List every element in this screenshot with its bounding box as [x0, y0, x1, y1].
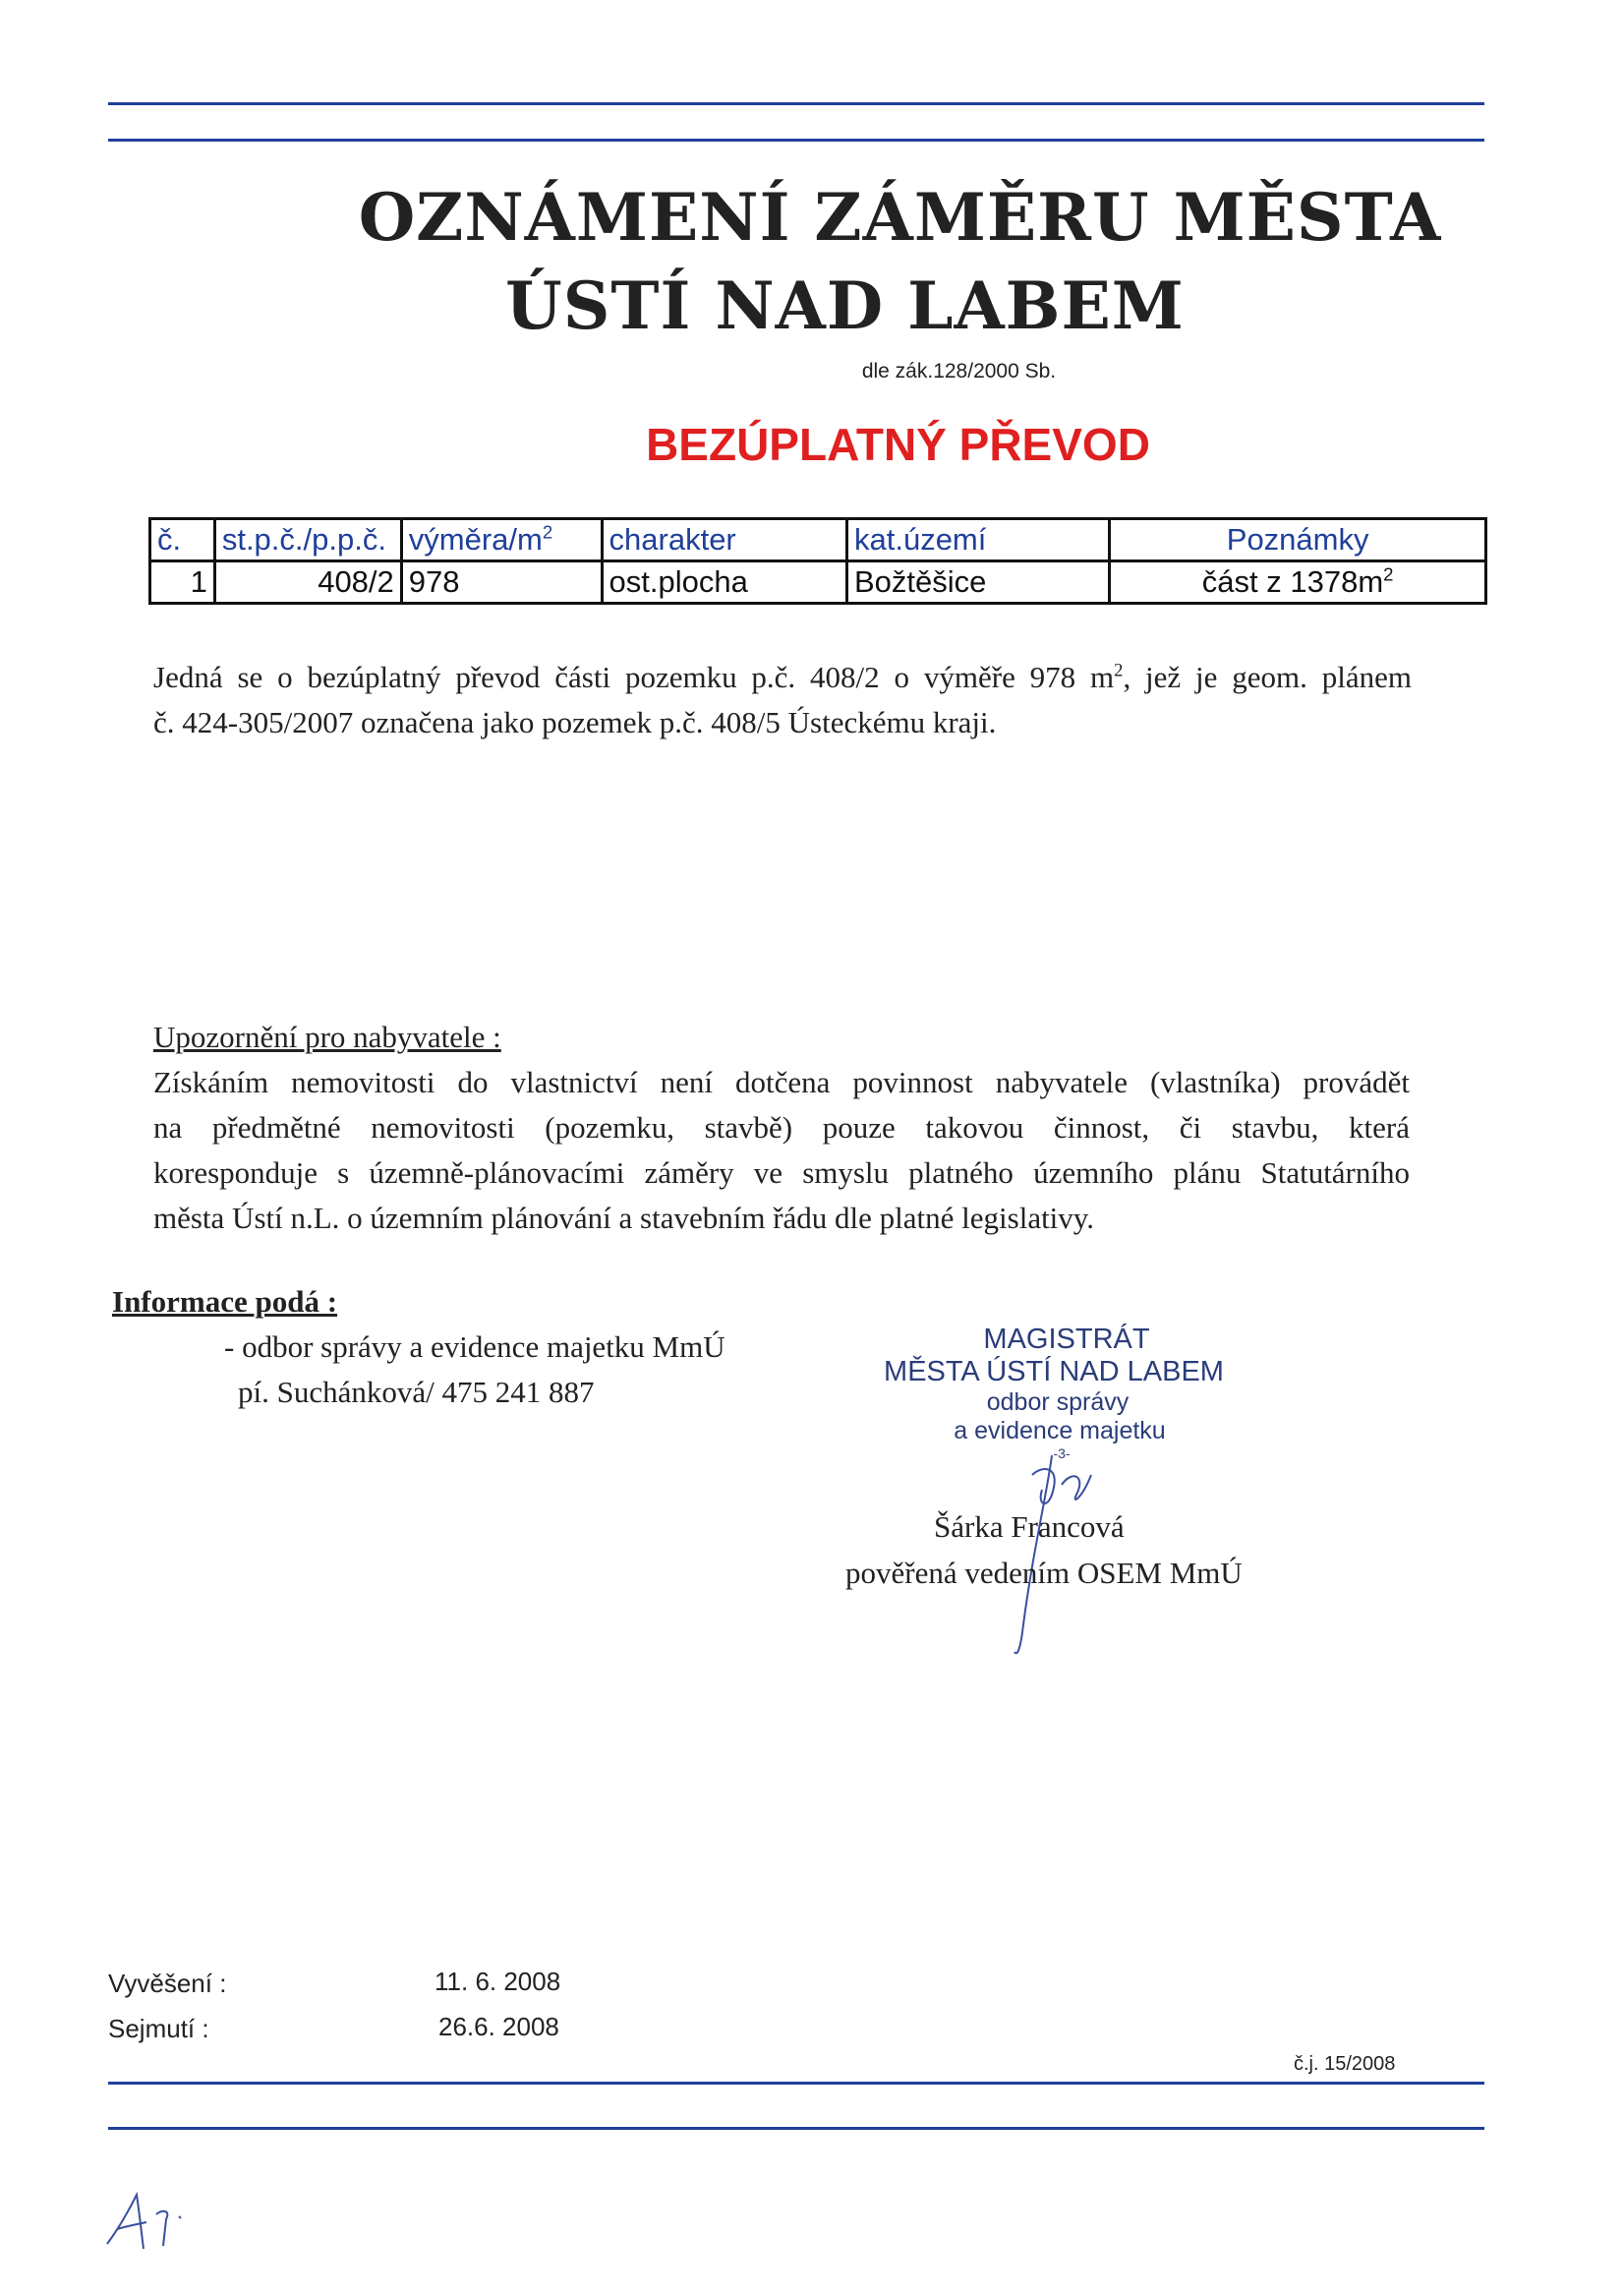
notice-line-4: města Ústí n.L. o územním plánování a stavebním řádu dle platné legislativy. — [153, 1201, 1095, 1235]
stamp-line-5: -3- — [1053, 1445, 1071, 1461]
header-notes: Poznámky — [1110, 519, 1486, 561]
notice-heading: Upozornění pro nabyvatele : — [153, 1020, 501, 1054]
posted-label: Vyvěšení : — [108, 1969, 227, 1998]
posted-value: 11. 6. 2008 — [435, 1967, 561, 1996]
cell-notes-sup: 2 — [1383, 563, 1394, 585]
notice-line-1: Získáním nemovitosti do vlastnictví není dotčena povinnost nabyvatele (vlastníka) provádět — [153, 1065, 1410, 1099]
stamp-line-4: a evidence majetku — [954, 1417, 1166, 1444]
description-line-1 — [153, 655, 1412, 700]
stamp-line-2: MĚSTA ÚSTÍ NAD LABEM — [884, 1356, 1224, 1387]
handwritten-signature — [993, 1436, 1130, 1662]
description-line-1-a: Jedná se o bezúplatný převod části pozemku p.č. 408/2 o výměře 978 m — [153, 660, 1115, 694]
bottom-rule-1 — [108, 2082, 1484, 2085]
description-line-2: č. 424-305/2007 označena jako pozemek p.č. 408/5 Ústeckému kraji. — [153, 705, 997, 739]
description — [153, 655, 1412, 745]
reference-number: č.j. 15/2008 — [1294, 2053, 1396, 2075]
cell-parcel: 408/2 — [214, 561, 401, 604]
cell-notes — [1110, 561, 1486, 604]
table-row — [150, 561, 1486, 604]
header-area-text: výměra/m — [408, 522, 543, 557]
cell-notes-text: část z 1378m — [1201, 564, 1384, 599]
stamp-line-1: MAGISTRÁT — [983, 1324, 1150, 1355]
cell-area: 978 — [401, 561, 602, 604]
info-line-1: - odbor správy a evidence majetku MmÚ — [224, 1329, 725, 1364]
parcel-table — [148, 517, 1487, 605]
signatory-role: pověřená vedením OSEM MmÚ — [845, 1556, 1243, 1590]
table-header-row — [150, 519, 1486, 561]
notice-line-2: na předmětné nemovitosti (pozemku, stavbě) pouze takovou činnost, či stavbu, která — [153, 1110, 1410, 1145]
info-heading: Informace podá : — [112, 1284, 338, 1319]
cell-cadastre: Božtěšice — [846, 561, 1109, 604]
header-area-sup: 2 — [542, 521, 553, 543]
cell-character: ost.plocha — [602, 561, 846, 604]
header-area — [401, 519, 602, 561]
header-c: č. — [150, 519, 215, 561]
bottom-rule-2 — [108, 2127, 1484, 2130]
notice — [153, 1015, 1410, 1241]
initials-signature — [102, 2185, 191, 2254]
header-character: charakter — [602, 519, 846, 561]
removed-label: Sejmutí : — [108, 2014, 209, 2043]
cell-c: 1 — [150, 561, 215, 604]
header-parcel: st.p.č./p.p.č. — [214, 519, 401, 561]
notice-line-3: koresponduje s územně-plánovacími záměry ve smyslu platného územního plánu Statutárního — [153, 1155, 1410, 1190]
header-cadastre: kat.území — [846, 519, 1109, 561]
info-line-2: pí. Suchánková/ 475 241 887 — [238, 1375, 595, 1409]
signatory-name: Šárka Francová — [934, 1509, 1125, 1544]
title-line-2: ÚSTÍ NAD LABEM — [505, 267, 1185, 344]
removed-value: 26.6. 2008 — [438, 2012, 559, 2041]
title-line-1: OZNÁMENÍ ZÁMĚRU MĚSTA — [358, 179, 1442, 256]
top-rule-2 — [108, 139, 1484, 142]
description-line-1-b: , jež je geom. plánem — [1123, 660, 1412, 694]
stamp-line-3: odbor správy — [986, 1388, 1130, 1416]
top-rule-1 — [108, 102, 1484, 105]
description-sup: 2 — [1114, 660, 1124, 681]
transfer-type-heading: BEZÚPLATNÝ PŘEVOD — [646, 419, 1150, 470]
law-reference: dle zák.128/2000 Sb. — [861, 360, 1057, 383]
